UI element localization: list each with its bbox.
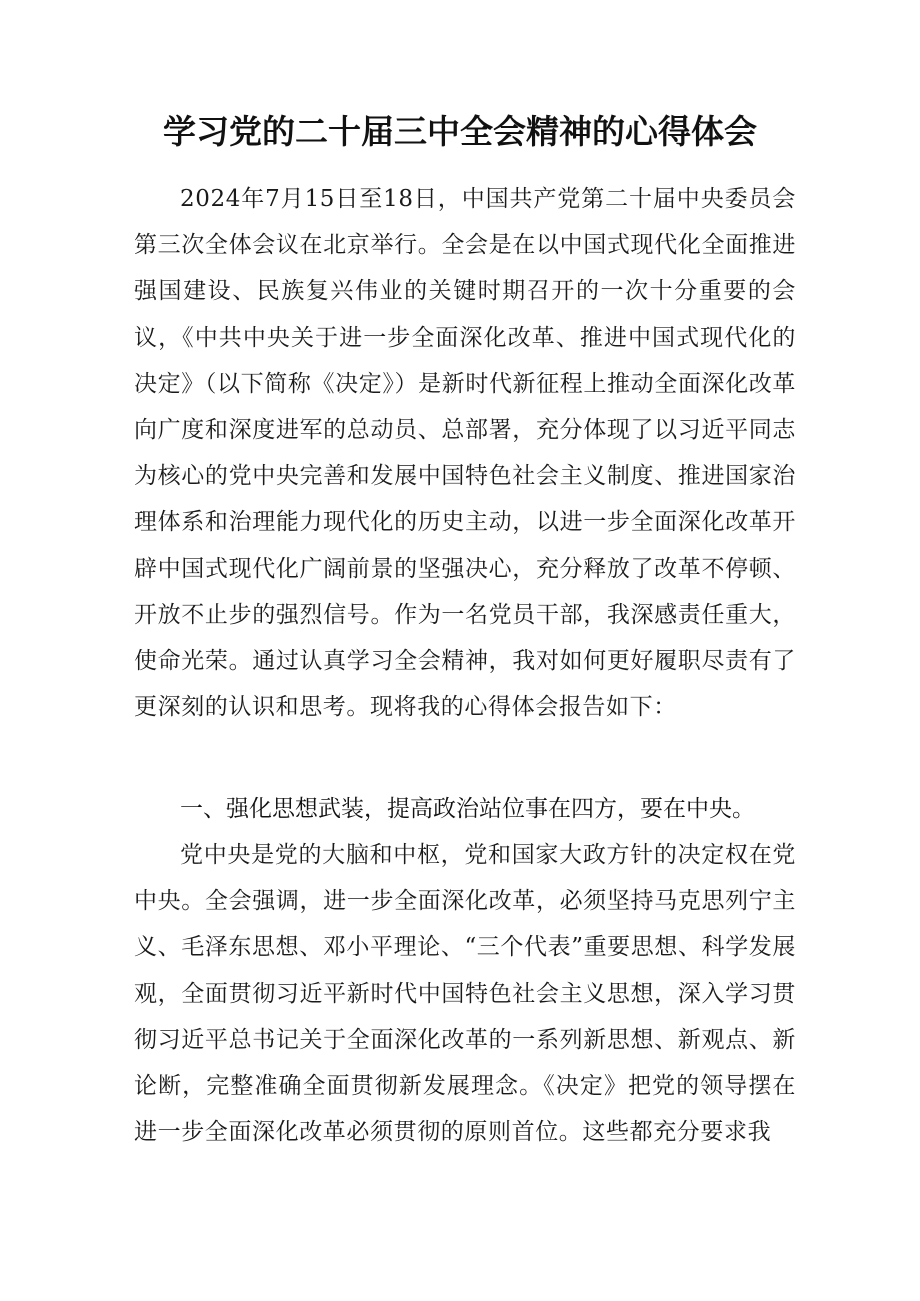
section-paragraph: 党中央是党的大脑和中枢，党和国家大政方针的决定权在党中央。全会强调，进一步全面深化改革，必须坚持马克思列宁主义、毛泽东思想、邓小平理论、“三个代表”重要思想、科学发展观，全面贯彻习近平新时代中国特色社会主义思想，深入学习贯彻习近平总书记关于全面深化改革的一系列新思想、新观点、新论断，完整准确全面贯彻新发展理念。《决定》把党的领导摆在进一步全面深化改革必须贯彻的原则首位。这些都充分要求我 bbox=[134, 842, 796, 1146]
section-heading: 一、强化思想武装，提高政治站位事在四方，要在中央。 bbox=[180, 796, 755, 822]
document-title: 学习党的二十届三中全会精神的心得体会 bbox=[163, 112, 757, 151]
intro-paragraph: 2024年7月15日至18日，中国共产党第二十届中央委员会第三次全体会议在北京举行。全会是在以中国式现代化全面推进强国建设、民族复兴伟业的关键时期召开的一次十分重要的会议，《中共中央关于进一步全面深化改革、推进中国式现代化的决定》（以下简称《决定》）是新时代新征程上推动全面深化改革向广度和深度进军的总动员、总部署，充分体现了以习近平同志为核心的党中央完善和发展中国特色社会主义制度、推进国家治理体系和治理能力现代化的历史主动，以进一步全面深化改革开辟中国式现代化广阔前景的坚强决心，充分释放了改革不停顿、开放不止步的强烈信号。作为一名党员干部，我深感责任重大，使命光荣。通过认真学习全会精神，我对如何更好履职尽责有了更深刻的认识和思考。现将我的心得体会报告如下： bbox=[134, 186, 796, 721]
